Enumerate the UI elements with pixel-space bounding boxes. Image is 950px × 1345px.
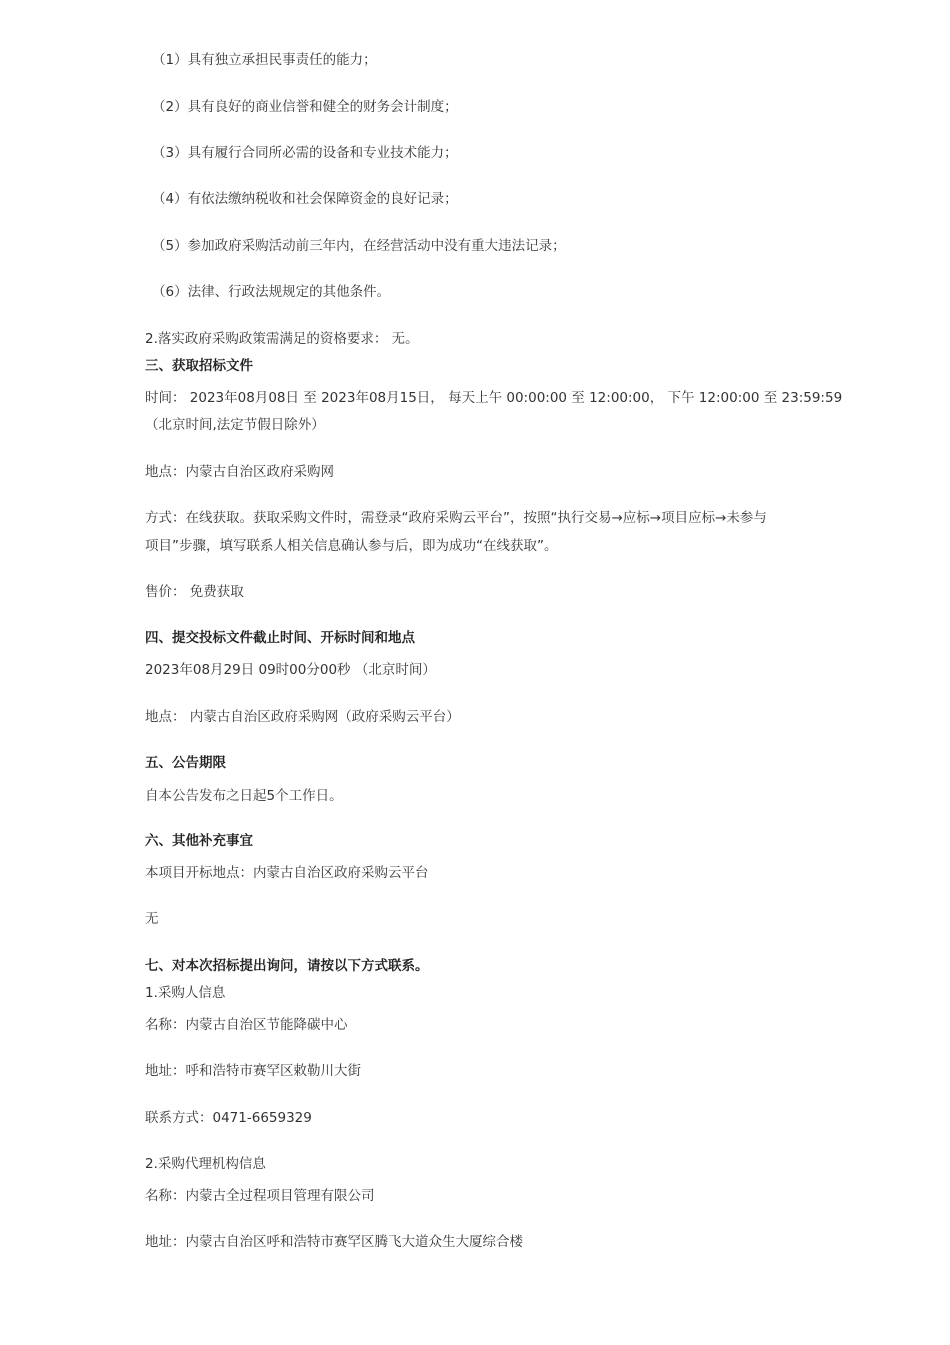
requirement-item-1: （1）具有独立承担民事责任的能力； <box>152 52 377 68</box>
section-3-heading: 三、获取招标文件 <box>145 358 253 374</box>
acquisition-method-cont: 项目”步骤，填写联系人相关信息确认参与后，即为成功“在线获取”。 <box>145 538 558 554</box>
acquisition-time-note: （北京时间,法定节假日除外） <box>145 417 325 433</box>
requirement-item-3: （3）具有履行合同所必需的设备和专业技术能力； <box>152 145 458 161</box>
requirement-item-6: （6）法律、行政法规规定的其他条件。 <box>152 284 391 300</box>
agency-name: 名称：内蒙古全过程项目管理有限公司 <box>145 1188 375 1204</box>
section-5-heading: 五、公告期限 <box>145 755 226 771</box>
acquisition-method: 方式：在线获取。获取采购文件时，需登录“政府采购云平台”，按照“执行交易→应标→项目应标→未参与 <box>145 510 767 526</box>
requirement-item-5: （5）参加政府采购活动前三年内，在经营活动中没有重大违法记录； <box>152 238 566 254</box>
supplementary-opening-location: 本项目开标地点：内蒙古自治区政府采购云平台 <box>145 865 429 881</box>
section-4-heading: 四、提交投标文件截止时间、开标时间和地点 <box>145 630 415 646</box>
opening-location: 地点： 内蒙古自治区政府采购网（政府采购云平台） <box>145 709 460 725</box>
purchaser-address: 地址：呼和浩特市赛罕区敕勒川大街 <box>145 1063 361 1079</box>
purchaser-info-title: 1.采购人信息 <box>145 985 226 1001</box>
acquisition-time: 时间： 2023年08月08日 至 2023年08月15日， 每天上午 00:00:00 至 12:00:00， 下午 12:00:00 至 23:59:59 <box>145 390 843 406</box>
agency-address: 地址：内蒙古自治区呼和浩特市赛罕区腾飞大道众生大厦综合楼 <box>145 1234 523 1250</box>
policy-requirement: 2.落实政府采购政策需满足的资格要求： 无。 <box>145 331 419 347</box>
supplementary-none: 无 <box>145 911 159 927</box>
acquisition-location: 地点：内蒙古自治区政府采购网 <box>145 464 334 480</box>
requirement-item-2: （2）具有良好的商业信誉和健全的财务会计制度； <box>152 99 458 115</box>
document-price: 售价： 免费获取 <box>145 584 244 600</box>
requirement-item-4: （4）有依法缴纳税收和社会保障资金的良好记录； <box>152 191 458 207</box>
submission-deadline: 2023年08月29日 09时00分00秒 （北京时间） <box>145 662 436 678</box>
purchaser-contact: 联系方式：0471-6659329 <box>145 1110 312 1126</box>
announcement-period: 自本公告发布之日起5个工作日。 <box>145 788 343 804</box>
section-7-heading: 七、对本次招标提出询问，请按以下方式联系。 <box>145 958 429 974</box>
section-6-heading: 六、其他补充事宜 <box>145 833 253 849</box>
agency-info-title: 2.采购代理机构信息 <box>145 1156 266 1172</box>
purchaser-name: 名称：内蒙古自治区节能降碳中心 <box>145 1017 348 1033</box>
